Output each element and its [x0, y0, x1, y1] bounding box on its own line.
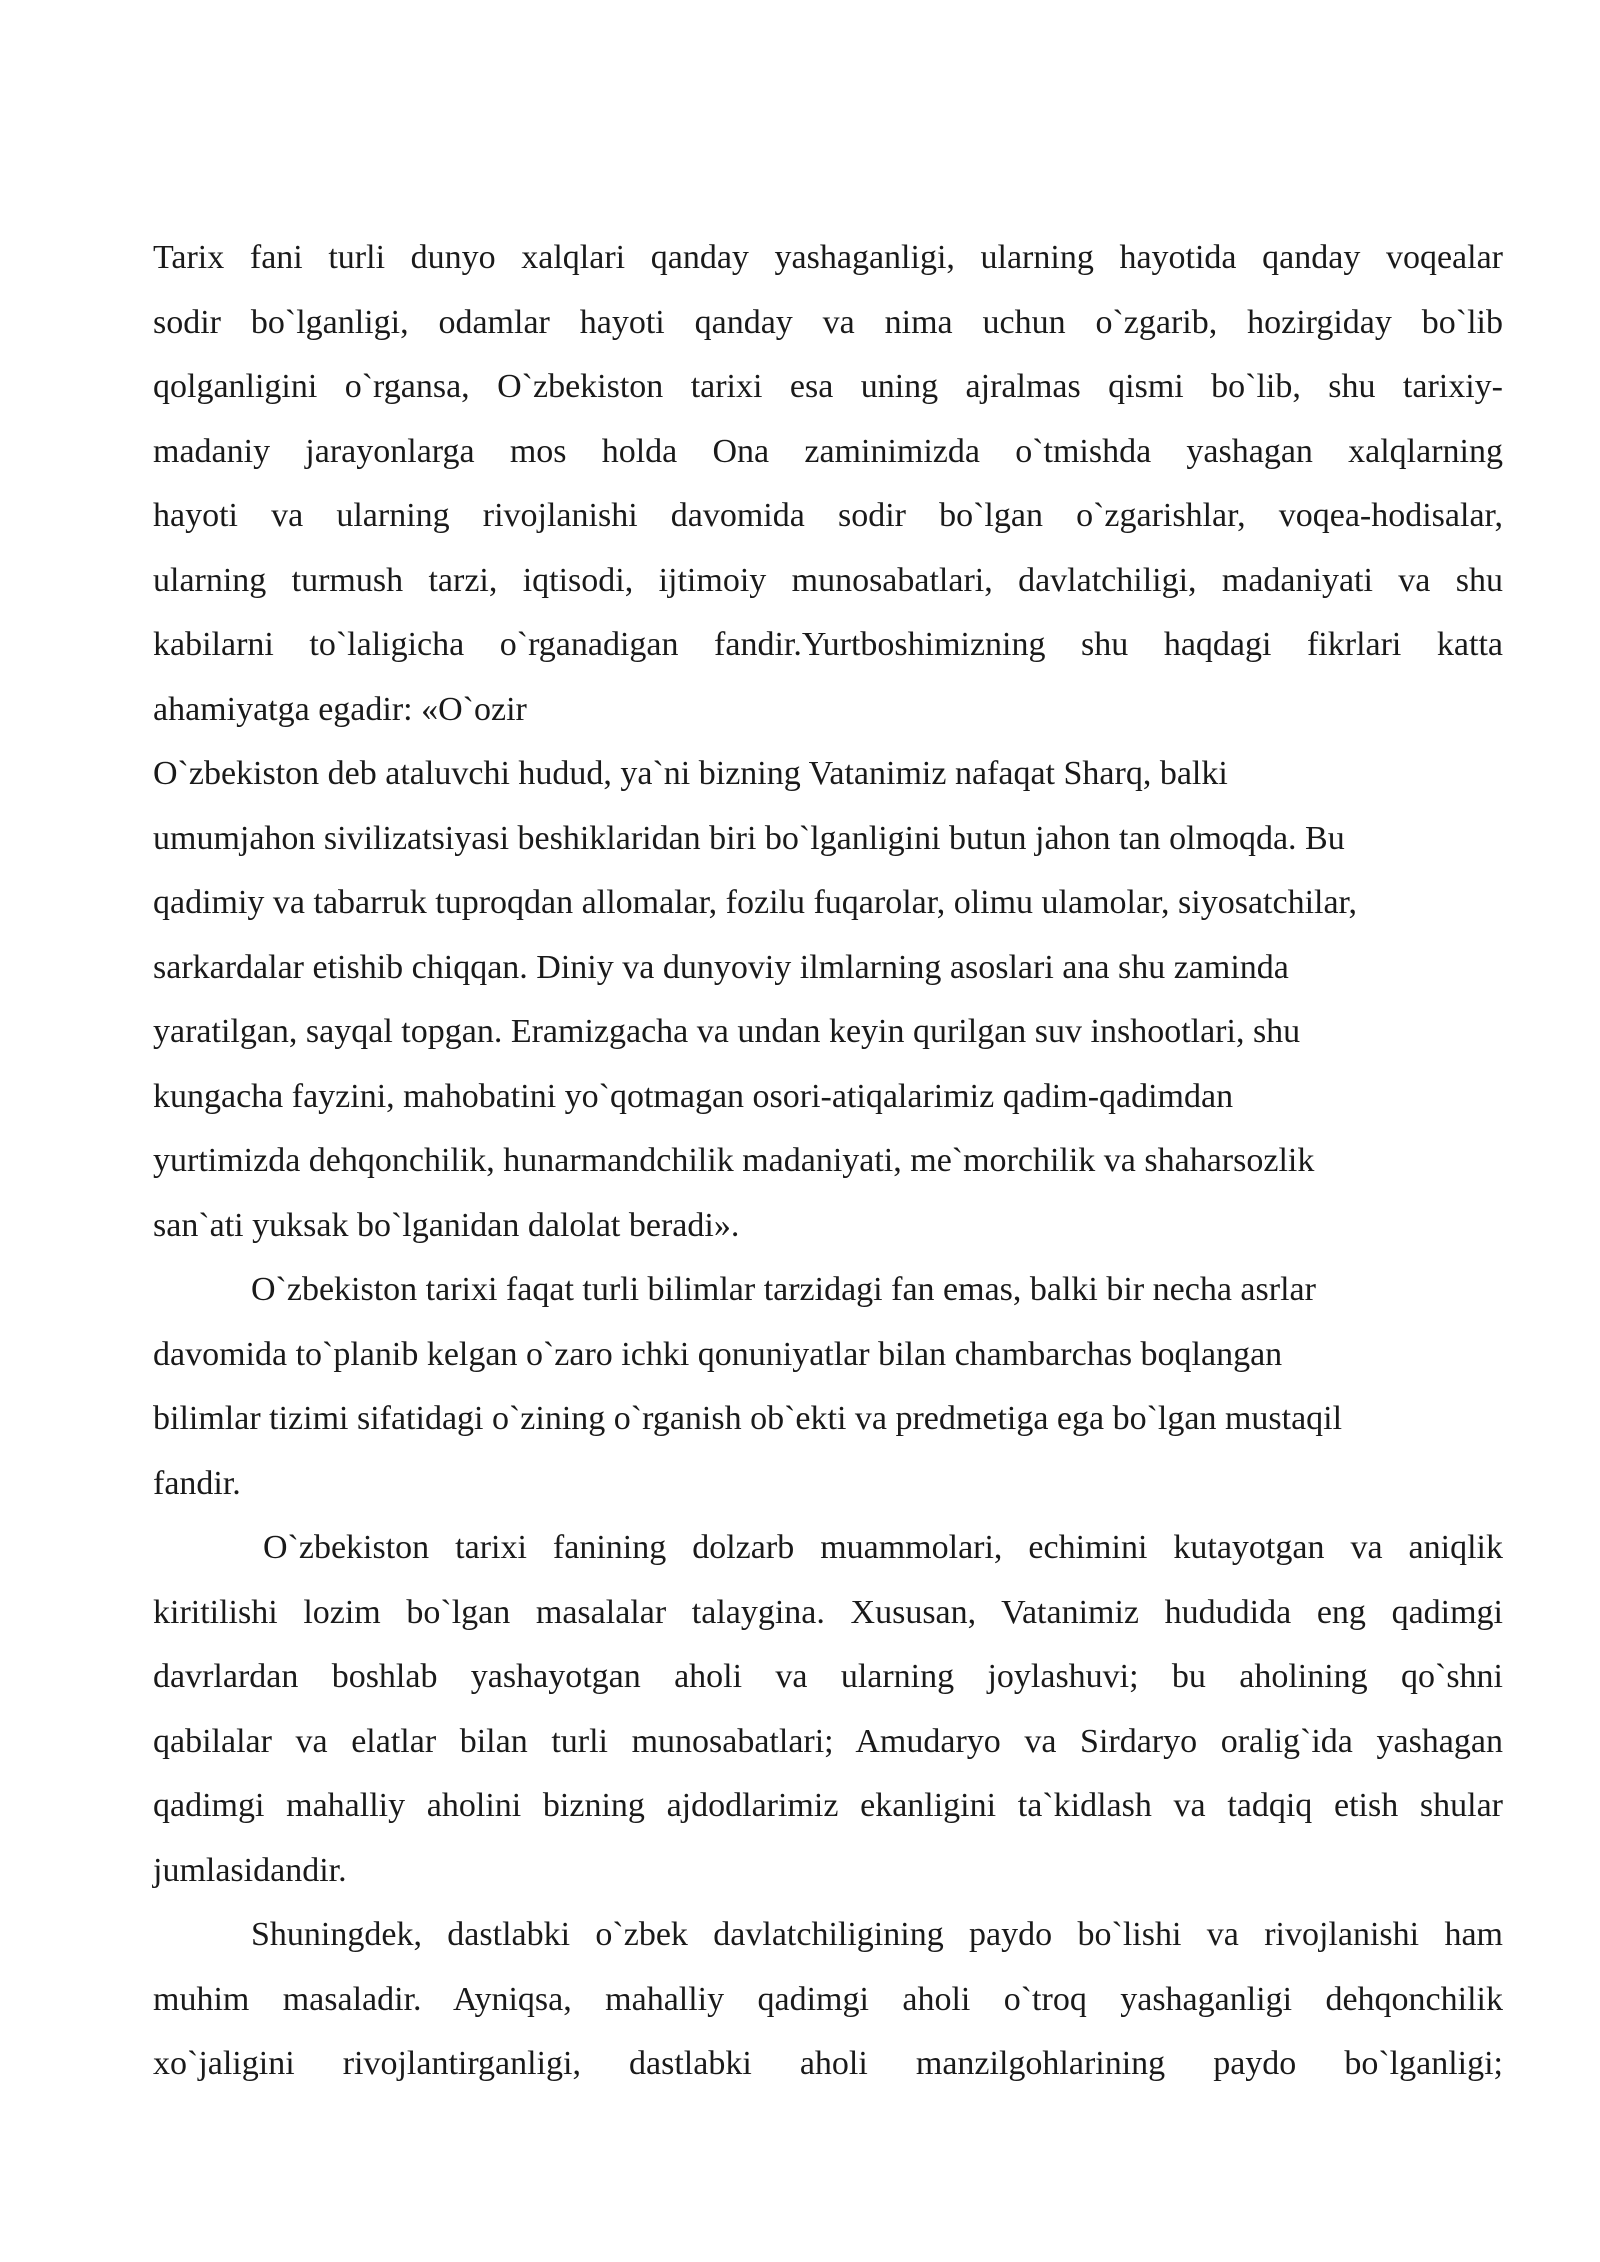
text-line: bilimlar tizimi sifatidagi o`zining o`rganish ob`ekti va predmetiga ega bo`lgan mustaqil: [153, 1400, 1343, 1437]
text-line: Shuningdek, dastlabki o`zbek davlatchiligining paydo bo`lishi va rivojlanishi ham: [251, 1916, 1503, 1953]
text-line: davrlardan boshlab yashayotgan aholi va ularning joylashuvi; bu aholining qo`shni: [153, 1658, 1503, 1695]
text-line: O`zbekiston tarixi fanining dolzarb muammolari, echimini kutayotgan va aniqlik: [263, 1529, 1503, 1566]
paragraph-5: [153, 1903, 1503, 2097]
text-line: xo`jaligini rivojlantirganligi, dastlabki aholi manzilgohlarining paydo bo`lganligi;: [153, 2045, 1503, 2082]
paragraph-3: [153, 1258, 1503, 1516]
text-line: ahamiyatga egadir: «O`ozir: [153, 690, 527, 728]
text-line: san`ati yuksak bo`lganidan dalolat beradi».: [153, 1206, 740, 1244]
text-line: ularning turmush tarzi, iqtisodi, ijtimoiy munosabatlari, davlatchiligi, madaniyati va shu: [153, 561, 1503, 599]
text-line: davomida to`planib kelgan o`zaro ichki qonuniyatlar bilan chambarchas boqlangan: [153, 1335, 1283, 1373]
text-line: yaratilgan, sayqal topgan. Eramizgacha va undan keyin qurilgan suv inshootlari, shu: [153, 1013, 1301, 1050]
text-line: jumlasidandir.: [153, 1851, 347, 1889]
text-line: yurtimizda dehqonchilik, hunarmandchilik madaniyati, me`morchilik va shaharsozlik: [153, 1142, 1315, 1179]
text-line: Tarix fani turli dunyo xalqlari qanday yashaganligi, ularning hayotida qanday voqealar: [153, 239, 1503, 276]
text-line: qadimgi mahalliy aholini bizning ajdodlarimiz ekanligini ta`kidlash va tadqiq etish shular: [153, 1787, 1503, 1824]
text-line: kabilarni to`laligicha o`rganadigan fandir.Yurtboshimizning shu haqdagi fikrlari katta: [153, 626, 1503, 663]
text-line: sodir bo`lganligi, odamlar hayoti qanday va nima uchun o`zgarib, hozirgiday bo`lib: [153, 303, 1503, 341]
document-body: [153, 226, 1503, 2097]
paragraph-4: [153, 1516, 1503, 1903]
text-line: qabilalar va elatlar bilan turli munosabatlari; Amudaryo va Sirdaryo oralig`ida yashagan: [153, 1722, 1503, 1760]
text-line: sarkardalar etishib chiqqan. Diniy va dunyoviy ilmlarning asoslari ana shu zaminda: [153, 948, 1289, 986]
text-line: madaniy jarayonlarga mos holda Ona zaminimizda o`tmishda yashagan xalqlarning: [153, 432, 1503, 470]
text-line: qadimiy va tabarruk tuproqdan allomalar, fozilu fuqarolar, olimu ulamolar, siyosatchilar,: [153, 884, 1358, 921]
text-line: O`zbekiston deb ataluvchi hudud, ya`ni bizning Vatanimiz nafaqat Sharq, balki: [153, 755, 1228, 792]
text-line: hayoti va ularning rivojlanishi davomida sodir bo`lgan o`zgarishlar, voqea-hodisalar,: [153, 497, 1503, 534]
paragraph-2-quote: [153, 742, 1503, 1258]
text-line: umumjahon sivilizatsiyasi beshiklaridan biri bo`lganligini butun jahon tan olmoqda. Bu: [153, 819, 1345, 857]
text-line: kungacha fayzini, mahobatini yo`qotmagan osori-atiqalarimiz qadim-qadimdan: [153, 1077, 1234, 1115]
text-line: fandir.: [153, 1464, 241, 1502]
text-line: muhim masaladir. Ayniqsa, mahalliy qadimgi aholi o`troq yashaganligi dehqonchilik: [153, 1980, 1503, 2018]
text-line: qolganligini o`rgansa, O`zbekiston tarixi esa uning ajralmas qismi bo`lib, shu tarixiy-: [153, 368, 1503, 405]
paragraph-1: [153, 226, 1503, 742]
text-line: kiritilishi lozim bo`lgan masalalar talaygina. Xususan, Vatanimiz hududida eng qadimgi: [153, 1593, 1503, 1631]
text-line: O`zbekiston tarixi faqat turli bilimlar tarzidagi fan emas, balki bir necha asrlar: [251, 1271, 1316, 1308]
